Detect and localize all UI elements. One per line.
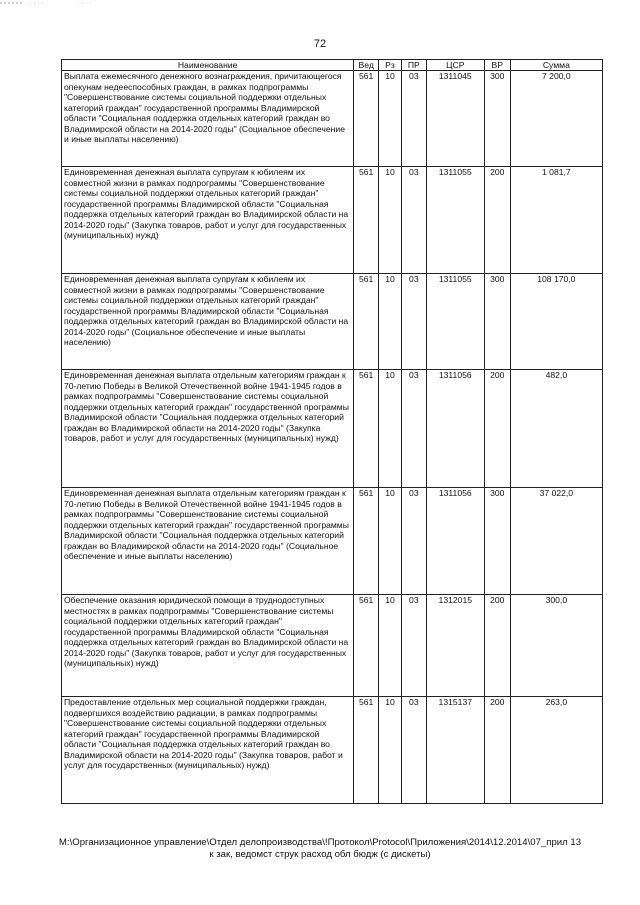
row-sum: 7 200,0 — [510, 71, 602, 167]
expenditure-table — [61, 59, 603, 804]
row-vr: 300 — [484, 488, 510, 595]
header-sum: Сумма — [510, 60, 602, 71]
row-name: Единовременная денежная выплата отдельным категориям граждан к 70-летию Победы в Великой Отечественной войне 1941-1945 годов в рамках подпрограммы "Совершенствование системы социальной поддержки отдельных категорий граждан" государственной программы Владимирской области "Социальная поддержка отдельных категорий граждан во Владимирской области на 2014-2020 годы" (Закупка товаров, работ и услуг для государственных (муниципальных) нужд) — [62, 370, 354, 488]
row-name: Выплата ежемесячного денежного вознаграждения, причитающегося опекунам недееспособных граждан, в рамках подпрограммы "Совершенствование системы социальной поддержки отдельных категорий граждан" государственной программы Владимирской области "Социальная поддержка отдельных категорий граждан во Владимирской области на 2014-2020 годы" (Социальное обеспечение и иные выплаты населению) — [62, 71, 354, 167]
table-header-row — [62, 60, 603, 71]
table-row — [62, 697, 603, 804]
row-name: Обеспечение оказания юридической помощи в труднодоступных местностях в рамках подпрограммы "Совершенствование системы социальной поддержки отдельных категорий граждан" государственной программы Владимирской области "Социальная поддержка отдельных категорий граждан во Владимирской области на 2014-2020 годы" (Закупка товаров, работ и услуг для государственных (муниципальных) нужд) — [62, 595, 354, 697]
row-csr: 1312015 — [426, 595, 484, 697]
row-vr: 200 — [484, 595, 510, 697]
row-csr: 1311056 — [426, 488, 484, 595]
row-ved: 561 — [354, 370, 379, 488]
page-number: 72 — [313, 38, 327, 50]
row-rz: 10 — [379, 370, 402, 488]
row-csr: 1311055 — [426, 274, 484, 370]
row-rz: 10 — [379, 697, 402, 804]
row-sum: 37 022,0 — [510, 488, 602, 595]
row-vr: 300 — [484, 274, 510, 370]
row-pr: 03 — [401, 595, 426, 697]
row-vr: 200 — [484, 697, 510, 804]
table-row — [62, 167, 603, 274]
row-sum: 482,0 — [510, 370, 602, 488]
row-pr: 03 — [401, 370, 426, 488]
row-rz: 10 — [379, 167, 402, 274]
row-csr: 1311056 — [426, 370, 484, 488]
row-pr: 03 — [401, 167, 426, 274]
row-vr: 200 — [484, 370, 510, 488]
row-name: Единовременная денежная выплата супругам к юбилеям их совместной жизни в рамках подпрограммы "Совершенствование системы социальной поддержки отдельных категорий граждан" государственной программы Владимирской области "Социальная поддержка отдельных категорий граждан во Владимирской области на 2014-2020 годы" (Закупка товаров, работ и услуг для государственных (муниципальных) нужд) — [62, 167, 354, 274]
row-sum: 1 081,7 — [510, 167, 602, 274]
scan-edge-marks — [0, 0, 640, 8]
row-ved: 561 — [354, 274, 379, 370]
footer-path-line: М:\Организационное управление\Отдел делопроизводства\!Протокол\Protocol\Приложения\2014\12.2014\07_прил 13 — [58, 837, 582, 848]
row-name: Предоставление отдельных мер социальной поддержки граждан, подвергшихся воздействию радиации, в рамках подпрограммы "Совершенствование системы социальной поддержки отдельных категорий граждан" государственной программы Владимирской области "Социальная поддержка отдельных категорий граждан во Владимирской области на 2014-2020 годы" (Закупка товаров, работ и услуг для государственных (муниципальных) нужд) — [62, 697, 354, 804]
header-pr: ПР — [401, 60, 426, 71]
table-row — [62, 71, 603, 167]
row-sum: 300,0 — [510, 595, 602, 697]
row-pr: 03 — [401, 274, 426, 370]
row-csr: 1311045 — [426, 71, 484, 167]
row-rz: 10 — [379, 488, 402, 595]
row-rz: 10 — [379, 71, 402, 167]
row-ved: 561 — [354, 488, 379, 595]
table-row — [62, 370, 603, 488]
row-csr: 1315137 — [426, 697, 484, 804]
row-ved: 561 — [354, 71, 379, 167]
row-pr: 03 — [401, 488, 426, 595]
row-name: Единовременная денежная выплата супругам к юбилеям их совместной жизни в рамках подпрограммы "Совершенствование системы социальной поддержки отдельных категорий граждан" государственной программы Владимирской области "Социальная поддержка отдельных категорий граждан во Владимирской области на 2014-2020 годы" (Социальное обеспечение и иные выплаты населению) — [62, 274, 354, 370]
row-csr: 1311055 — [426, 167, 484, 274]
row-vr: 200 — [484, 167, 510, 274]
row-rz: 10 — [379, 274, 402, 370]
row-name: Единовременная денежная выплата отдельным категориям граждан к 70-летию Победы в Великой Отечественной войне 1941-1945 годов в рамках подпрограммы "Совершенствование системы социальной поддержки отдельных категорий граждан" государственной программы Владимирской области "Социальная поддержка отдельных категорий граждан во Владимирской области на 2014-2020 годы" (Социальное обеспечение и иные выплаты населению) — [62, 488, 354, 595]
header-name: Наименование — [62, 60, 354, 71]
header-ved: Вед — [354, 60, 379, 71]
file-path-footer — [40, 837, 600, 861]
row-ved: 561 — [354, 697, 379, 804]
table-row — [62, 274, 603, 370]
header-vr: ВР — [484, 60, 510, 71]
header-csr: ЦСР — [426, 60, 484, 71]
row-pr: 03 — [401, 71, 426, 167]
row-ved: 561 — [354, 167, 379, 274]
row-sum: 108 170,0 — [510, 274, 602, 370]
row-ved: 561 — [354, 595, 379, 697]
table-row — [62, 595, 603, 697]
header-rz: Рз — [379, 60, 402, 71]
table-row — [62, 488, 603, 595]
row-sum: 263,0 — [510, 697, 602, 804]
row-pr: 03 — [401, 697, 426, 804]
row-vr: 300 — [484, 71, 510, 167]
footer-description-line: к зак, ведомст струк расход обл бюдж (с дискеты) — [209, 849, 431, 860]
row-rz: 10 — [379, 595, 402, 697]
